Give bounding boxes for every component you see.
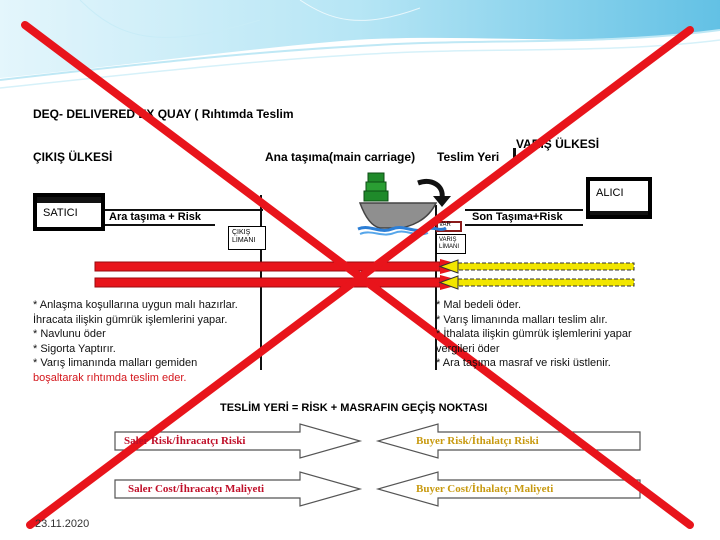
seller-note: * Navlunu öder bbox=[33, 328, 106, 340]
main-carriage-label: Ana taşıma(main carriage) bbox=[265, 150, 416, 164]
cross-out-mark bbox=[25, 25, 690, 525]
curved-arrow-icon bbox=[418, 181, 442, 198]
seller-note-red: boşaltarak rıhtımda teslim eder. bbox=[33, 371, 187, 384]
slide-title: DEQ- DELIVERED EX QUAY ( Rıhtımda Teslim bbox=[33, 107, 294, 121]
buyer-label: ALICI bbox=[596, 187, 624, 199]
destination-port-label: VARIŞ LİMANI bbox=[439, 237, 460, 250]
on-carriage-label: Son Taşıma+Risk bbox=[472, 211, 563, 223]
destination-country-label: VARIŞ ÜLKESİ bbox=[516, 137, 600, 151]
buyer-risk-label: Buyer Risk/İthalatçı Riski bbox=[416, 435, 539, 447]
destination-small-label: VAR bbox=[439, 222, 451, 228]
buyer-note: * İthalata ilişkin gümrük işlemlerini yapar vergileri öder bbox=[436, 328, 632, 355]
seller-cost-label: Saler Cost/İhracatçı Maliyeti bbox=[128, 483, 265, 495]
origin-country-label: ÇIKIŞ ÜLKESİ bbox=[33, 150, 113, 164]
seller-notes bbox=[33, 298, 263, 385]
seller-note: * Anlaşma koşullarına uygun malı hazırlar. bbox=[33, 299, 238, 311]
slide-date: 23.11.2020 bbox=[35, 518, 90, 530]
buyer-note: * Mal bedeli öder. bbox=[436, 299, 521, 311]
seller-risk-label: Saler Risk/İhracatçı Riski bbox=[124, 435, 246, 447]
seller-note: * Sigorta Yaptırır. bbox=[33, 342, 116, 355]
seller-note: İhracata ilişkin gümrük işlemlerini yapar. bbox=[33, 313, 228, 326]
seller-note: * Varış limanında malları gemiden bbox=[33, 357, 198, 369]
buyer-notes bbox=[436, 298, 664, 371]
buyer-note: * Varış limanında malları teslim alır. bbox=[436, 313, 608, 326]
buyer-note: * Ara taşıma masraf ve riski üstlenir. bbox=[436, 357, 611, 369]
origin-port-label: ÇIKIŞ LİMANI bbox=[232, 229, 256, 244]
delivery-place-label: Teslim Yeri bbox=[437, 150, 500, 164]
transfer-point-label: TESLİM YERİ = RİSK + MASRAFIN GEÇİŞ NOKTASI bbox=[220, 402, 488, 414]
buyer-cost-label: Buyer Cost/İthalatçı Maliyeti bbox=[416, 483, 554, 495]
pre-carriage-label: Ara taşıma + Risk bbox=[109, 211, 202, 223]
seller-label: SATICI bbox=[43, 207, 78, 219]
